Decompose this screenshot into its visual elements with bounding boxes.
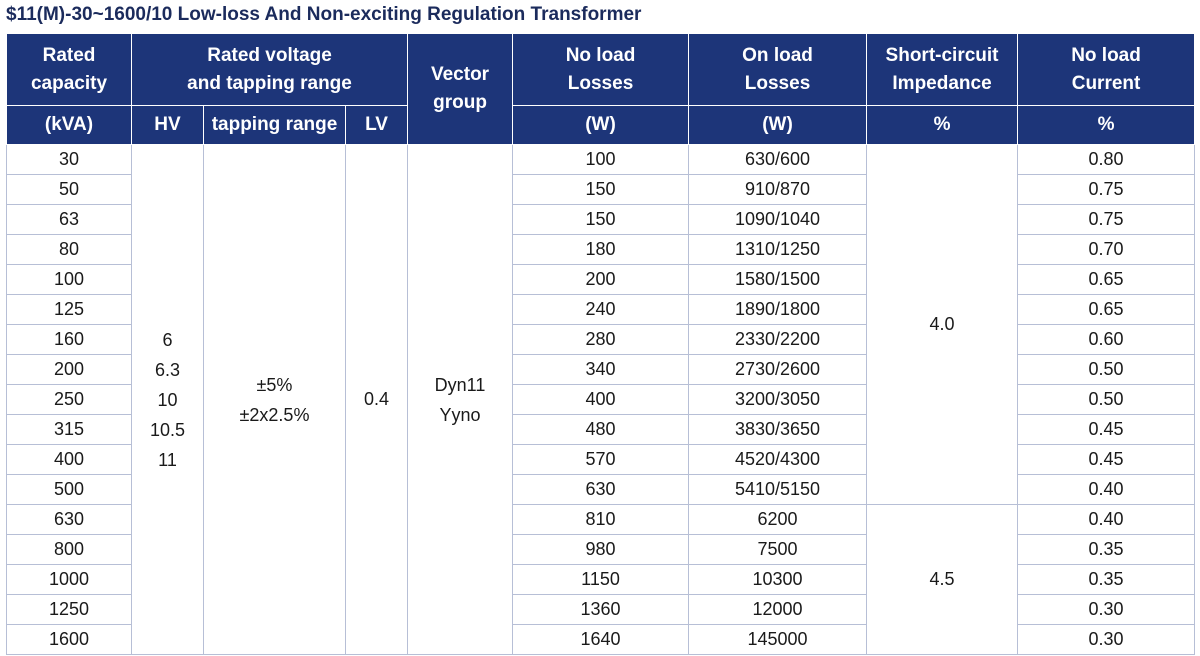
cell-capacity: 1600 bbox=[7, 625, 132, 655]
cell-no-load-current: 0.65 bbox=[1018, 295, 1195, 325]
header-rated-voltage: Rated voltage and tapping range bbox=[132, 34, 408, 106]
cell-capacity: 315 bbox=[7, 415, 132, 445]
cell-on-load-losses: 1310/1250 bbox=[689, 235, 867, 265]
cell-capacity: 800 bbox=[7, 535, 132, 565]
cell-no-load-current: 0.40 bbox=[1018, 475, 1195, 505]
cell-on-load-losses: 1580/1500 bbox=[689, 265, 867, 295]
header-row-main bbox=[7, 34, 1195, 106]
cell-no-load-losses: 150 bbox=[513, 205, 689, 235]
header-hv: HV bbox=[132, 106, 204, 145]
tapping-value: ±2x2.5% bbox=[239, 404, 310, 425]
header-on-load-losses: On load Losses bbox=[689, 34, 867, 106]
cell-no-load-losses: 1150 bbox=[513, 565, 689, 595]
header-short-circuit-impedance: Short-circuit Impedance bbox=[867, 34, 1018, 106]
unit-current: % bbox=[1018, 106, 1195, 145]
cell-no-load-current: 0.45 bbox=[1018, 445, 1195, 475]
table-row bbox=[7, 145, 1195, 175]
cell-no-load-current: 0.30 bbox=[1018, 625, 1195, 655]
cell-no-load-current: 0.60 bbox=[1018, 325, 1195, 355]
cell-tapping-range bbox=[204, 145, 346, 655]
header-no-load-losses: No load Losses bbox=[513, 34, 689, 106]
header-tapping-range: tapping range bbox=[204, 106, 346, 145]
cell-no-load-losses: 240 bbox=[513, 295, 689, 325]
cell-on-load-losses: 6200 bbox=[689, 505, 867, 535]
header-vector-group: Vector group bbox=[408, 34, 513, 145]
cell-no-load-losses: 200 bbox=[513, 265, 689, 295]
cell-no-load-losses: 280 bbox=[513, 325, 689, 355]
cell-no-load-current: 0.75 bbox=[1018, 175, 1195, 205]
cell-no-load-current: 0.50 bbox=[1018, 355, 1195, 385]
cell-no-load-current: 0.80 bbox=[1018, 145, 1195, 175]
page-title: $11(M)-30~1600/10 Low-loss And Non-exciting Regulation Transformer bbox=[6, 4, 642, 25]
cell-no-load-losses: 100 bbox=[513, 145, 689, 175]
unit-on-load-losses: (W) bbox=[689, 106, 867, 145]
cell-on-load-losses: 2330/2200 bbox=[689, 325, 867, 355]
cell-on-load-losses: 910/870 bbox=[689, 175, 867, 205]
cell-capacity: 160 bbox=[7, 325, 132, 355]
cell-on-load-losses: 10300 bbox=[689, 565, 867, 595]
hv-value: 10.5 bbox=[149, 419, 186, 440]
header-lv: LV bbox=[346, 106, 408, 145]
cell-on-load-losses: 630/600 bbox=[689, 145, 867, 175]
cell-on-load-losses: 1090/1040 bbox=[689, 205, 867, 235]
hv-value: 10 bbox=[157, 389, 178, 410]
header-no-load-current: No load Current bbox=[1018, 34, 1195, 106]
header-row-units bbox=[7, 106, 1195, 145]
cell-on-load-losses: 145000 bbox=[689, 625, 867, 655]
cell-no-load-current: 0.45 bbox=[1018, 415, 1195, 445]
cell-on-load-losses: 12000 bbox=[689, 595, 867, 625]
cell-capacity: 630 bbox=[7, 505, 132, 535]
cell-no-load-losses: 1360 bbox=[513, 595, 689, 625]
cell-no-load-current: 0.35 bbox=[1018, 535, 1195, 565]
cell-on-load-losses: 4520/4300 bbox=[689, 445, 867, 475]
cell-no-load-losses: 340 bbox=[513, 355, 689, 385]
vector-group-value: Dyn11 bbox=[434, 374, 486, 395]
cell-no-load-current: 0.70 bbox=[1018, 235, 1195, 265]
cell-no-load-losses: 180 bbox=[513, 235, 689, 265]
cell-capacity: 500 bbox=[7, 475, 132, 505]
cell-on-load-losses: 1890/1800 bbox=[689, 295, 867, 325]
cell-on-load-losses: 3830/3650 bbox=[689, 415, 867, 445]
cell-no-load-losses: 480 bbox=[513, 415, 689, 445]
cell-hv-values bbox=[132, 145, 204, 655]
unit-no-load-losses: (W) bbox=[513, 106, 689, 145]
cell-no-load-losses: 980 bbox=[513, 535, 689, 565]
cell-capacity: 1250 bbox=[7, 595, 132, 625]
unit-capacity: (kVA) bbox=[7, 106, 132, 145]
unit-impedance: % bbox=[867, 106, 1018, 145]
cell-capacity: 1000 bbox=[7, 565, 132, 595]
cell-vector-group bbox=[408, 145, 513, 655]
cell-no-load-current: 0.65 bbox=[1018, 265, 1195, 295]
cell-capacity: 250 bbox=[7, 385, 132, 415]
cell-on-load-losses: 7500 bbox=[689, 535, 867, 565]
cell-capacity: 30 bbox=[7, 145, 132, 175]
cell-impedance-4-0: 4.0 bbox=[867, 145, 1018, 505]
cell-capacity: 100 bbox=[7, 265, 132, 295]
hv-value: 11 bbox=[158, 449, 177, 470]
cell-impedance-4-5: 4.5 bbox=[867, 505, 1018, 655]
cell-no-load-losses: 1640 bbox=[513, 625, 689, 655]
hv-value: 6.3 bbox=[154, 359, 181, 380]
tapping-value: ±5% bbox=[256, 374, 293, 395]
transformer-spec-table bbox=[6, 33, 1195, 655]
cell-no-load-losses: 570 bbox=[513, 445, 689, 475]
cell-capacity: 200 bbox=[7, 355, 132, 385]
cell-no-load-current: 0.50 bbox=[1018, 385, 1195, 415]
cell-on-load-losses: 3200/3050 bbox=[689, 385, 867, 415]
cell-no-load-current: 0.75 bbox=[1018, 205, 1195, 235]
cell-no-load-losses: 810 bbox=[513, 505, 689, 535]
cell-no-load-losses: 400 bbox=[513, 385, 689, 415]
cell-on-load-losses: 5410/5150 bbox=[689, 475, 867, 505]
cell-no-load-current: 0.30 bbox=[1018, 595, 1195, 625]
cell-capacity: 400 bbox=[7, 445, 132, 475]
cell-no-load-losses: 150 bbox=[513, 175, 689, 205]
cell-capacity: 125 bbox=[7, 295, 132, 325]
cell-on-load-losses: 2730/2600 bbox=[689, 355, 867, 385]
cell-no-load-losses: 630 bbox=[513, 475, 689, 505]
vector-group-value: Yyno bbox=[439, 404, 481, 425]
cell-no-load-current: 0.40 bbox=[1018, 505, 1195, 535]
cell-no-load-current: 0.35 bbox=[1018, 565, 1195, 595]
cell-lv: 0.4 bbox=[346, 145, 408, 655]
hv-value: 6 bbox=[162, 329, 173, 350]
header-rated-capacity: Rated capacity bbox=[7, 34, 132, 106]
cell-capacity: 50 bbox=[7, 175, 132, 205]
cell-capacity: 63 bbox=[7, 205, 132, 235]
cell-capacity: 80 bbox=[7, 235, 132, 265]
